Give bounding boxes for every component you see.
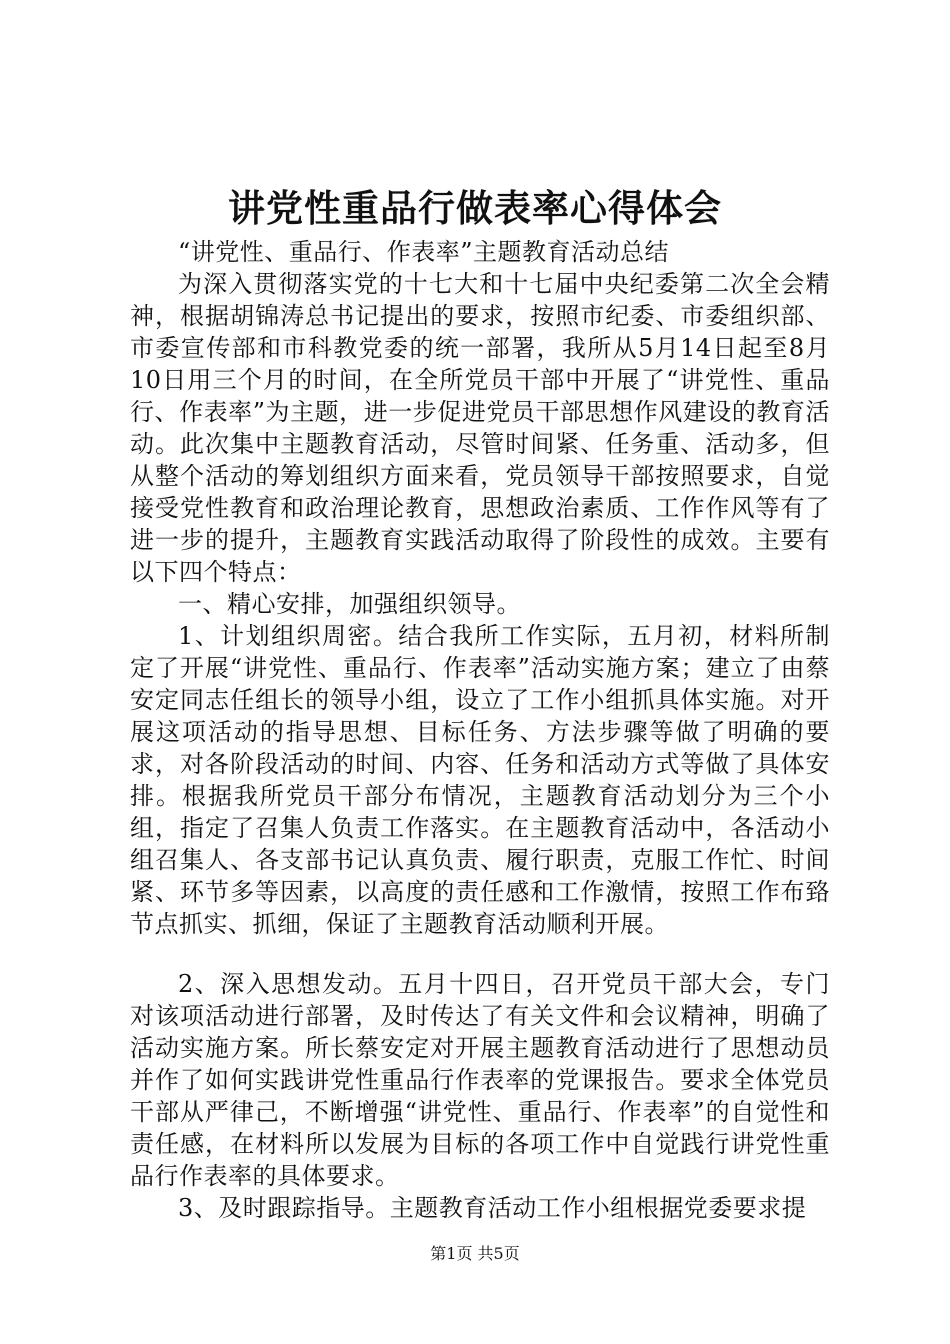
document-body — [130, 236, 830, 1224]
item-paragraph-1: 1、计划组织周密。结合我所工作实际，五月初，材料所制定了开展“讲党性、重品行、作表率”活动实施方案；建立了由蔡安定同志任组长的领导小组，设立了工作小组抓具体实施。对开展这项活动的指导思想、目标任务、方法步骤等做了明确的要求，对各阶段活动的时间、内容、任务和活动方式等做了具体安排。根据我所党员干部分布情况，主题教育活动划分为三个小组，指定了召集人负责工作落实。在主题教育活动中，各活动小组召集人、各支部书记认真负责、履行职责，克服工作忙、时间紧、环节多等因素，以高度的责任感和工作激情，按照工作布臵节点抓实、抓细，保证了主题教育活动顺利开展。 — [130, 622, 830, 938]
item-paragraph-2: 2、深入思想发动。五月十四日，召开党员干部大会，专门对该项活动进行部署，及时传达了有关文件和会议精神，明确了活动实施方案。所长蔡安定对开展主题教育活动进行了思想动员并作了如何实践讲党性重品行作表率的党课报告。要求全体党员干部从严律己，不断增强“讲党性、重品行、作表率”的自觉性和责任感，在材料所以发展为目标的各项工作中自觉践行讲党性重品行作表率的具体要求。 — [130, 970, 830, 1190]
document-title: 讲党性重品行做表率心得体会 — [228, 186, 722, 230]
paragraph-gap — [130, 940, 830, 968]
section-heading-1: 一、精心安排，加强组织领导。 — [178, 590, 521, 618]
item-paragraph-3: 3、及时跟踪指导。主题教育活动工作小组根据党委要求提 — [178, 1194, 807, 1222]
intro-paragraph: 为深入贯彻落实党的十七大和十七届中央纪委第二次全会精神，根据胡锦涛总书记提出的要求，按照市纪委、市委组织部、市委宣传部和市科教党委的统一部署，我所从5月14日起至8月10日用三个月的时间，在全所党员干部中开展了“讲党性、重品行、作表率”为主题，进一步促进党员干部思想作风建设的教育活动。此次集中主题教育活动，尽管时间紧、任务重、活动多，但从整个活动的筹划组织方面来看，党员领导干部按照要求，自觉接受党性教育和政治理论教育，思想政治素质、工作作风等有了进一步的提升，主题教育实践活动取得了阶段性的成效。主要有以下四个特点： — [130, 270, 830, 586]
subtitle-paragraph: “讲党性、重品行、作表率”主题教育活动总结 — [178, 238, 670, 266]
page-footer: 第1页 共5页 — [430, 1244, 520, 1263]
